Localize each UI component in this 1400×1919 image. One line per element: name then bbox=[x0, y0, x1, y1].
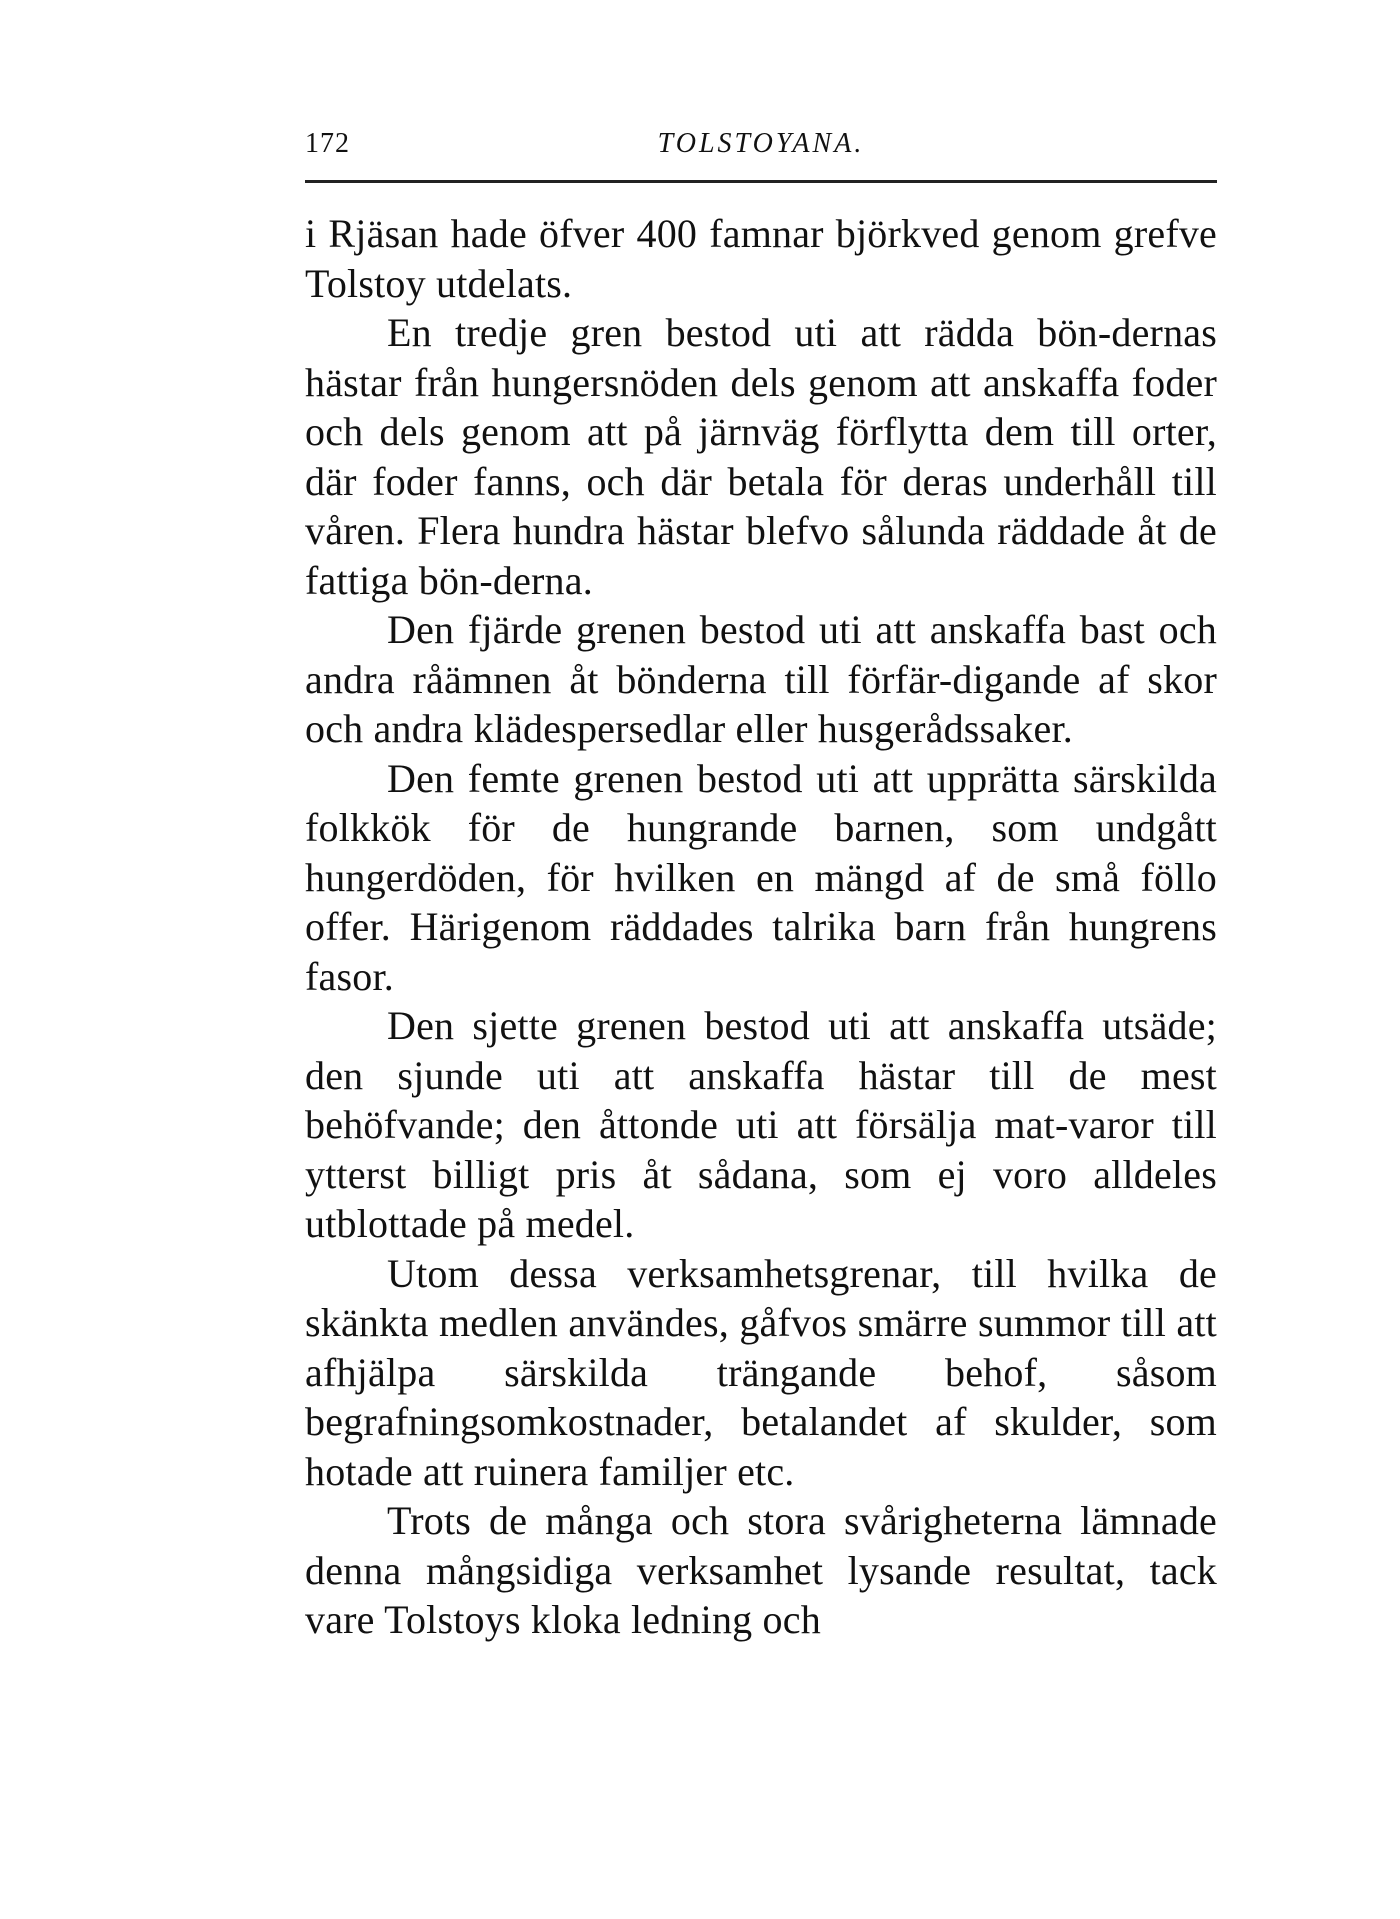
paragraph-continued: i Rjäsan hade öfver 400 famnar björkved genom grefve Tolstoy utdelats. bbox=[305, 211, 1217, 306]
paragraph-third-branch: En tredje gren bestod uti att rädda bön-dernas hästar från hungersnöden dels genom att anskaffa foder och dels genom att på järnväg förflytta dem till orter, där foder fanns, och där betala för deras underhåll till våren. Flera hundra hästar blefvo sålunda räddade åt de fattiga bön-derna. bbox=[305, 310, 1217, 603]
paragraph-other-aid: Utom dessa verksamhetsgrenar, till hvilka de skänkta medlen användes, gåfvos smärre summor till att afhjälpa särskilda trängande behof, såsom begrafningsomkostnader, betalandet af skulder, som hotade att ruinera familjer etc. bbox=[305, 1250, 1217, 1494]
book-page bbox=[305, 128, 1217, 1645]
paragraph-fourth-branch: Den fjärde grenen bestod uti att anskaffa bast och andra råämnen åt bönderna till förfär-digande af skor och andra klädespersedlar eller husgerådssaker. bbox=[305, 607, 1217, 751]
running-head bbox=[305, 128, 1217, 180]
paragraph-results: Trots de många och stora svårigheterna lämnade denna mångsidiga verksamhet lysande resultat, tack vare Tolstoys kloka ledning och bbox=[305, 1498, 1217, 1642]
paragraph-fifth-branch: Den femte grenen bestod uti att upprätta särskilda folkkök för de hungrande barnen, som undgått hungerdöden, för hvilken en mängd af de små föllo offer. Härigenom räddades talrika barn från hungrens fasor. bbox=[305, 755, 1217, 999]
header-rule bbox=[305, 180, 1217, 183]
running-title: TOLSTOYANA. bbox=[657, 128, 865, 159]
page-number: 172 bbox=[305, 128, 350, 159]
paragraph-sixth-branch: Den sjette grenen bestod uti att anskaffa utsäde; den sjunde uti att anskaffa hästar till de mest behöfvande; den åttonde uti att försälja mat-varor till ytterst billigt pris åt sådana, som ej voro alldeles utblottade på medel. bbox=[305, 1003, 1217, 1246]
body-text bbox=[305, 209, 1217, 1645]
